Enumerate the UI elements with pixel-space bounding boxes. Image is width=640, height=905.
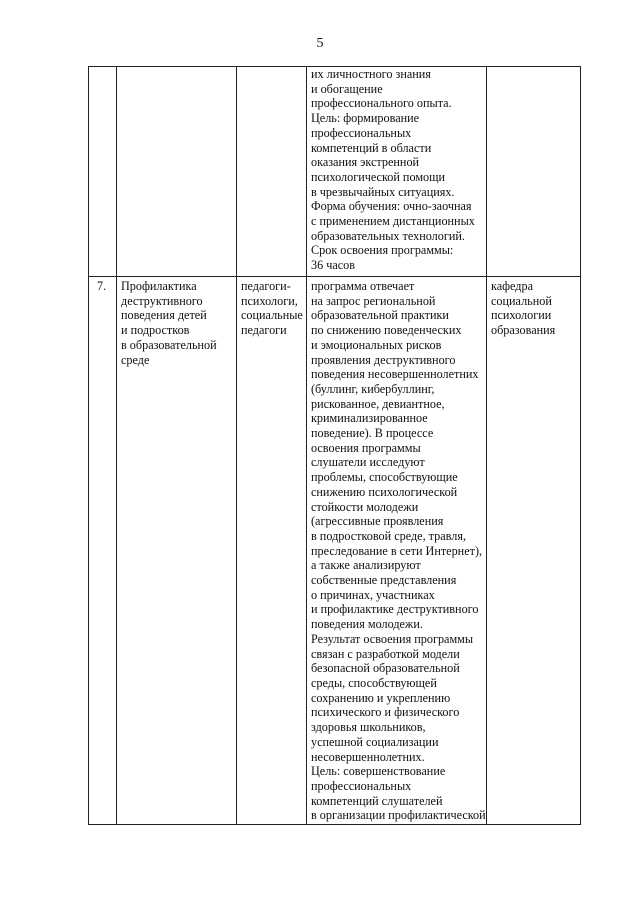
text-line: слушатели исследуют — [311, 455, 425, 470]
text-line: среде — [121, 352, 150, 367]
text-line: безопасной образовательной — [311, 661, 460, 676]
text-line: психологи, — [241, 293, 298, 308]
text-line: поведения молодежи. — [311, 617, 423, 632]
text-line: несовершеннолетних. — [311, 749, 425, 764]
text-line: педагоги — [241, 323, 287, 338]
table-row — [89, 277, 581, 825]
programs-table — [88, 66, 581, 825]
text-line: в организации профилактической — [311, 808, 486, 823]
text-line: поведения детей — [121, 308, 207, 323]
text-line: социальной — [491, 293, 552, 308]
text-line: профессиональных — [311, 125, 412, 140]
text-line: проявления деструктивного — [311, 352, 456, 367]
text-line: оказания экстренной — [311, 155, 420, 170]
text-line: среды, способствующей — [311, 675, 437, 690]
text-line: 36 часов — [311, 258, 356, 273]
text-line: успешной социализации — [311, 734, 439, 749]
text-line: и эмоциональных рисков — [311, 337, 442, 352]
text-line: образовательной практики — [311, 308, 449, 323]
text-line: психологии — [491, 308, 552, 323]
department-cell — [487, 67, 581, 277]
text-line: криминализированное — [311, 411, 428, 426]
text-line: Профилактика — [121, 279, 197, 293]
page-number: 5 — [316, 36, 324, 51]
text-line: с применением дистанционных — [311, 214, 475, 229]
department-cell — [487, 277, 581, 825]
audience-cell — [237, 277, 307, 825]
text-line: Срок освоения программы: — [311, 243, 454, 258]
text-line: Форма обучения: очно-заочная — [311, 199, 472, 214]
program-description-cell — [307, 67, 487, 277]
text-line: педагоги- — [241, 279, 291, 293]
text-line: программа отвечает — [311, 279, 415, 293]
text-line: по снижению поведенческих — [311, 323, 462, 338]
text-line: сохранению и укреплению — [311, 690, 451, 705]
text-line: психического и физического — [311, 705, 460, 720]
text-line: Цель: совершенствование — [311, 764, 446, 779]
text-line: Цель: формирование — [311, 111, 420, 126]
text-line: в образовательной — [121, 337, 217, 352]
number-cell: 7. — [89, 277, 117, 825]
text-line: профессионального опыта. — [311, 96, 452, 111]
table-row — [89, 67, 581, 277]
text-line: их личностного знания — [311, 67, 431, 81]
number-cell — [89, 67, 117, 277]
program-title-cell — [117, 277, 237, 825]
text-line: стойкости молодежи — [311, 499, 419, 514]
text-line: а также анализируют — [311, 558, 421, 573]
text-line: рискованное, девиантное, — [311, 396, 445, 411]
text-line: освоения программы — [311, 440, 421, 455]
audience-cell — [237, 67, 307, 277]
text-line: профессиональных — [311, 778, 412, 793]
text-line: здоровья школьников, — [311, 720, 426, 735]
text-line: снижению психологической — [311, 484, 458, 499]
text-line: в подростковой среде, травля, — [311, 528, 466, 543]
text-line: компетенций в области — [311, 140, 432, 155]
text-line: поведение). В процессе — [311, 426, 434, 441]
text-line: и обогащение — [311, 81, 383, 96]
text-line: о причинах, участниках — [311, 587, 435, 602]
text-line: и профилактике деструктивного — [311, 602, 479, 617]
program-title-cell — [117, 67, 237, 277]
text-line: связан с разработкой модели — [311, 646, 460, 661]
text-line: кафедра — [491, 279, 533, 293]
text-line: образовательных технологий. — [311, 228, 465, 243]
text-line: в чрезвычайных ситуациях. — [311, 184, 455, 199]
text-line: социальные — [241, 308, 303, 323]
text-line: психологической помощи — [311, 169, 446, 184]
text-line: проблемы, способствующие — [311, 470, 458, 485]
text-line: (агрессивные проявления — [311, 514, 444, 529]
text-line: деструктивного — [121, 293, 203, 308]
text-line: поведения несовершеннолетних — [311, 367, 479, 382]
text-line: собственные представления — [311, 573, 457, 588]
text-line: компетенций слушателей — [311, 793, 443, 808]
text-line: образования — [491, 323, 556, 338]
text-line: преследование в сети Интернет), — [311, 543, 483, 558]
program-description-cell — [307, 277, 487, 825]
text-line: на запрос региональной — [311, 293, 436, 308]
text-line: и подростков — [121, 323, 190, 338]
text-line: (буллинг, кибербуллинг, — [311, 381, 435, 396]
text-line: Результат освоения программы — [311, 631, 474, 646]
